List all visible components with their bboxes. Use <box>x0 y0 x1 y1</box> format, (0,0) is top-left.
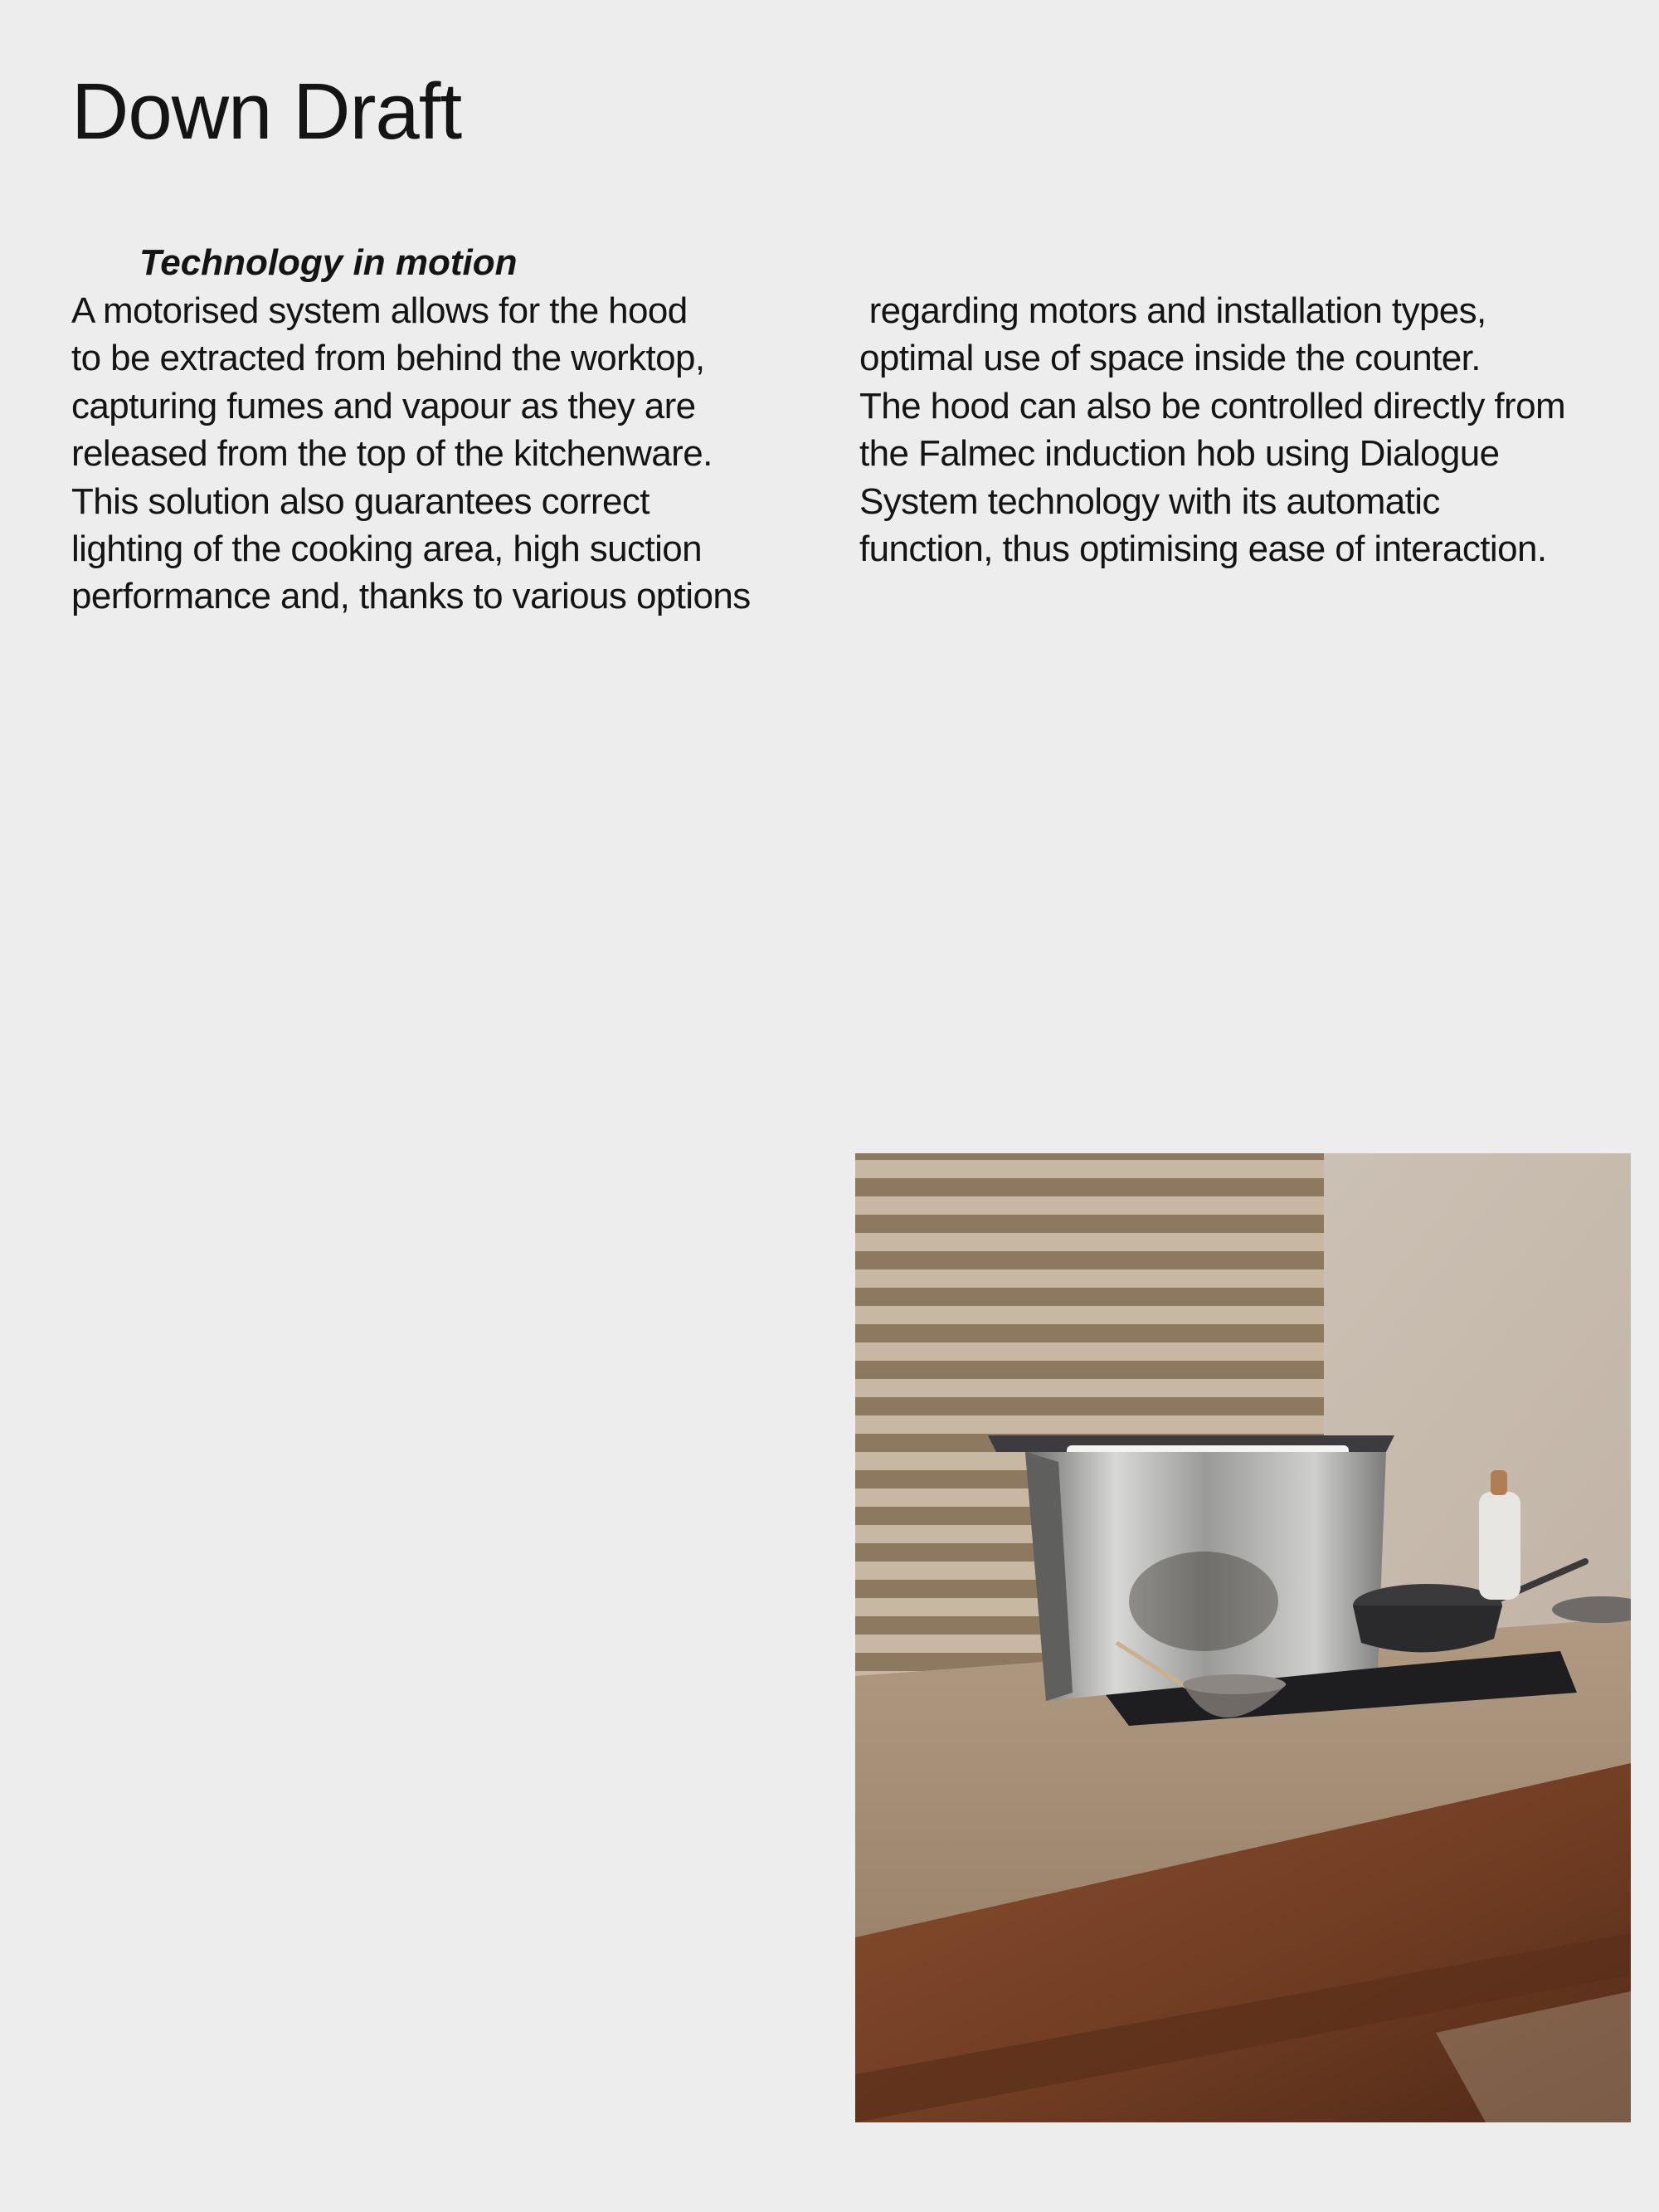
body-line: This solution also guarantees correct <box>71 480 649 522</box>
body-line: performance and, thanks to various options <box>71 576 751 617</box>
section-subtitle: Technology in motion <box>139 242 518 283</box>
body-column-left <box>71 287 868 621</box>
body-column-right <box>859 287 1656 572</box>
downdraft-hood <box>988 1435 1394 1701</box>
body-line: System technology with its automatic <box>859 480 1440 522</box>
body-line: optimal use of space inside the counter. <box>859 338 1481 379</box>
page-title: Down Draft <box>71 67 462 156</box>
body-line: to be extracted from behind the worktop, <box>71 338 705 379</box>
body-line: the Falmec induction hob using Dialogue <box>859 433 1500 475</box>
body-line: capturing fumes and vapour as they are <box>71 385 696 426</box>
body-line: released from the top of the kitchenware. <box>71 433 713 475</box>
body-line: A motorised system allows for the hood <box>71 290 688 331</box>
body-line: The hood can also be controlled directly from <box>859 385 1566 426</box>
body-line: regarding motors and installation types, <box>859 290 1486 331</box>
body-line: lighting of the cooking area, high suction <box>71 529 702 570</box>
body-line: function, thus optimising ease of interaction. <box>859 529 1547 570</box>
kitchen-downdraft-illustration <box>855 1153 1631 2122</box>
product-photo <box>855 1153 1631 2122</box>
